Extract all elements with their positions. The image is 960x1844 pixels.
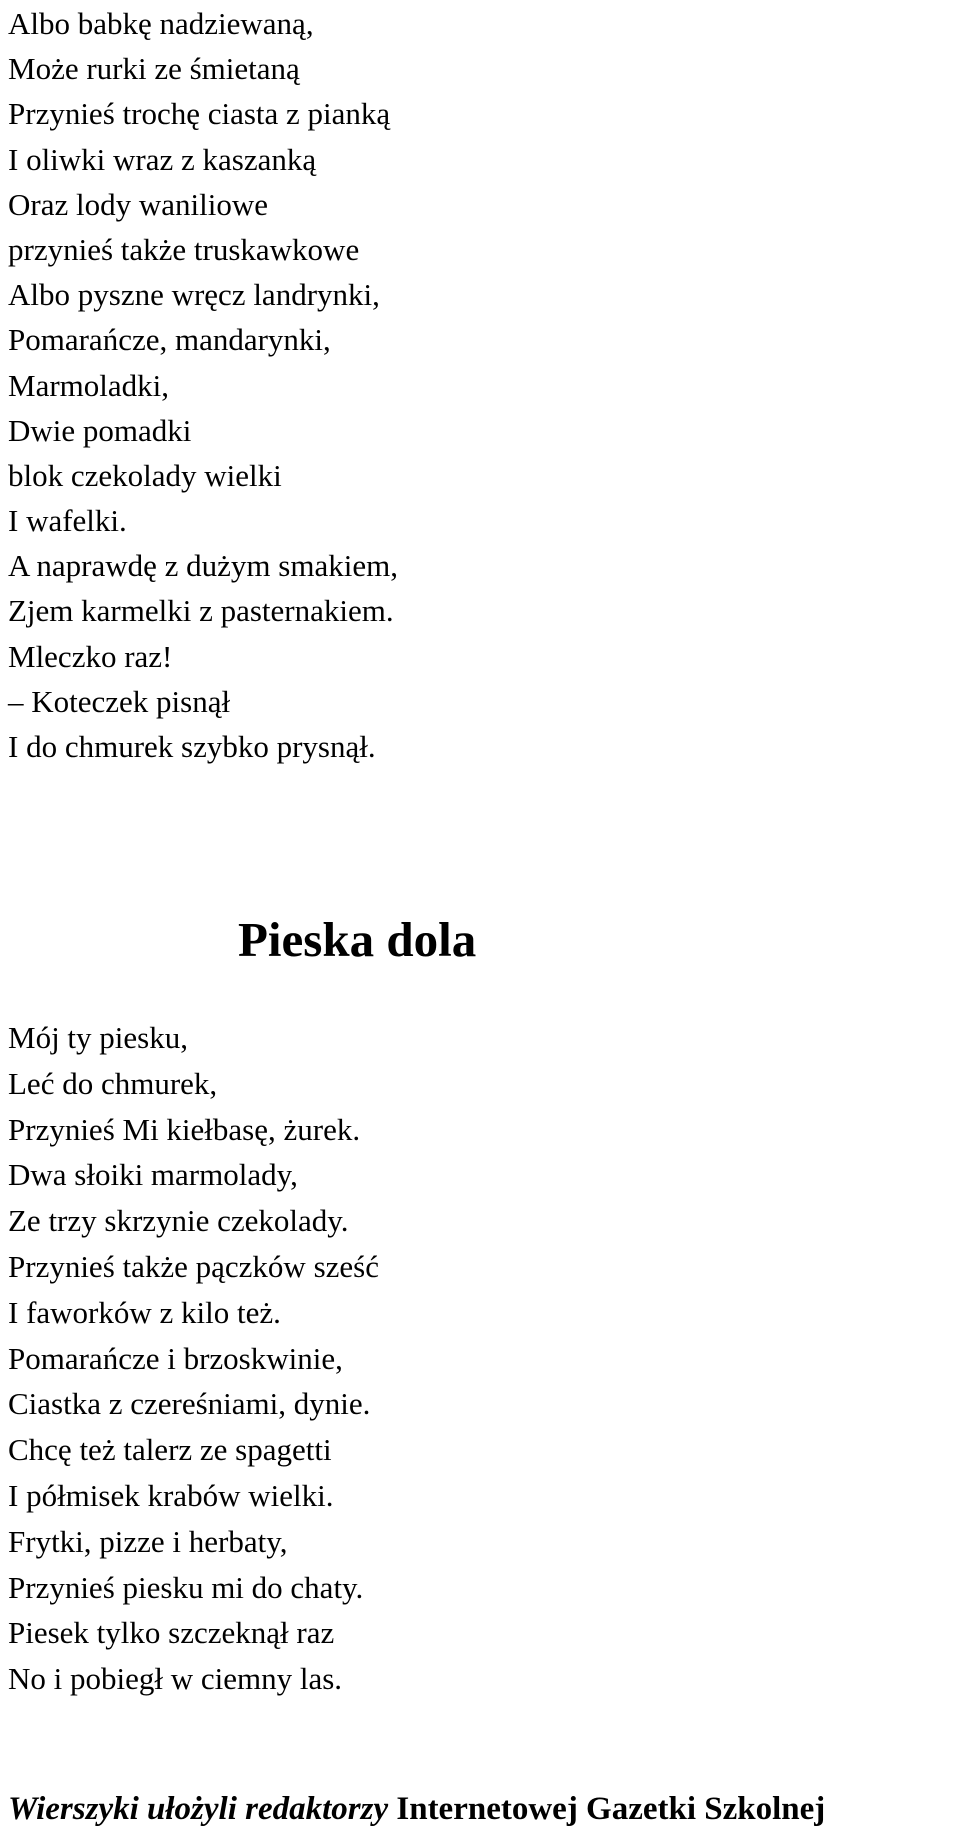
poem-line: Mleczko raz! xyxy=(8,638,173,674)
poem-line: Przynieś Mi kiełbasę, żurek. xyxy=(8,1111,361,1147)
poem-line: Marmoladki, xyxy=(8,367,169,403)
footer-credit xyxy=(8,1788,825,1830)
poem-line: Dwa słoiki marmolady, xyxy=(8,1157,298,1193)
poem-line: Leć do chmurek, xyxy=(8,1065,218,1101)
poem-two xyxy=(8,1015,948,1702)
footer-credit-authors: Wierszyki ułożyli redaktorzy xyxy=(8,1791,389,1827)
poem-line: I faworków z kilo też. xyxy=(8,1294,281,1330)
poem-line: Albo pyszne wręcz landrynki, xyxy=(8,277,380,313)
poem-line: A naprawdę z dużym smakiem, xyxy=(8,548,398,584)
poem-line: Przynieś trochę ciasta z pianką xyxy=(8,96,391,132)
poem-line: przynieś także truskawkowe xyxy=(8,231,360,267)
poem-line: I wafelki. xyxy=(8,503,127,539)
poem-line: Dwie pomadki xyxy=(8,412,192,448)
poem-line: Zjem karmelki z pasternakiem. xyxy=(8,593,394,629)
poem-line: Chcę też talerz ze spagetti xyxy=(8,1432,332,1468)
poem-line: Ze trzy skrzynie czekolady. xyxy=(8,1203,349,1239)
poem-line: Frytki, pizze i herbaty, xyxy=(8,1523,288,1559)
poem-line: Przynieś także pączków sześć xyxy=(8,1248,379,1284)
poem-line: I półmisek krabów wielki. xyxy=(8,1477,334,1513)
poem-line: Mój ty piesku, xyxy=(8,1020,188,1055)
poem-line: Oraz lody waniliowe xyxy=(8,186,268,222)
poem-one xyxy=(8,1,948,769)
poem-line: Może rurki ze śmietaną xyxy=(8,51,300,87)
footer-credit-publication: Internetowej Gazetki Szkolnej xyxy=(396,1791,826,1827)
poem-line: Pomarańcze i brzoskwinie, xyxy=(8,1340,343,1376)
poem-line: I oliwki wraz z kaszanką xyxy=(8,141,317,177)
poem-line: Ciastka z czereśniami, dynie. xyxy=(8,1386,371,1422)
poem-line: No i pobiegł w ciemny las. xyxy=(8,1661,343,1697)
poem-line: I do chmurek szybko prysnął. xyxy=(8,729,376,764)
poem-line: blok czekolady wielki xyxy=(8,457,282,493)
poem-line: – Koteczek pisnął xyxy=(8,683,231,719)
poem-line: Przynieś piesku mi do chaty. xyxy=(8,1569,364,1605)
poem-line: Albo babkę nadziewaną, xyxy=(8,6,314,41)
poem-title: Pieska dola xyxy=(238,912,477,967)
poem-line: Pomarańcze, mandarynki, xyxy=(8,322,331,358)
poem-line: Piesek tylko szczeknął raz xyxy=(8,1615,335,1651)
